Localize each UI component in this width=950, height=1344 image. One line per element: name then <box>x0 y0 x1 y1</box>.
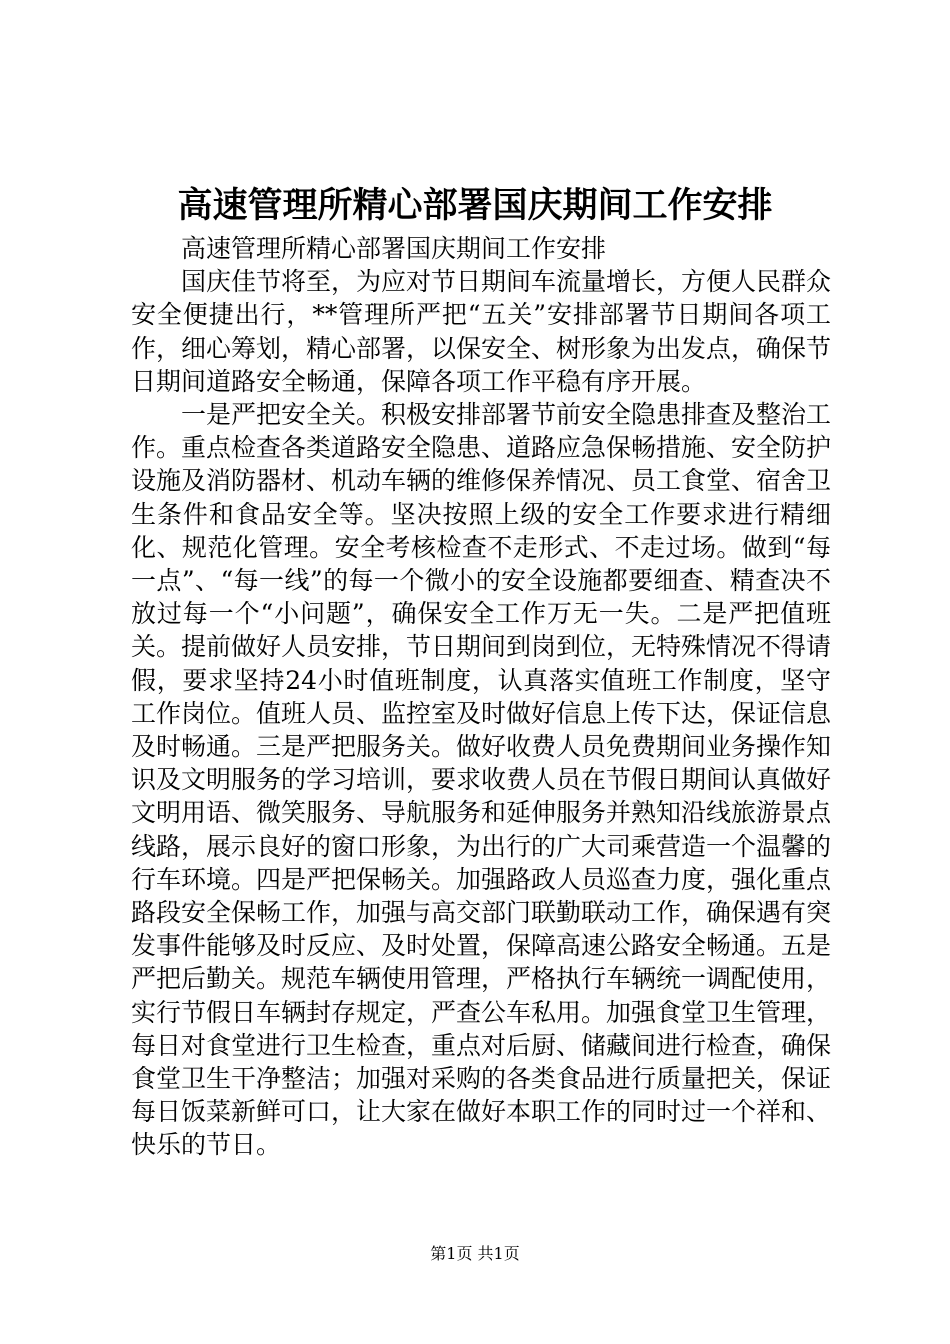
main-paragraph: 一是严把安全关。积极安排部署节前安全隐患排查及整治工作。重点检查各类道路安全隐患、道路应急保畅措施、安全防护设施及消防器材、机动车辆的维修保养情况、员工食堂、宿舍卫生条件和食品安全等。坚决按照上级的安全工作要求进行精细化、规范化管理。安全考核检查不走形式、不走过场。做到“每一点”、“每一线”的每一个微小的安全设施都要细查、精查决不放过每一个“小问题”，确保安全工作万无一失。二是严把值班关。提前做好人员安排，节日期间到岗到位，无特殊情况不得请假，要求坚持24小时值班制度，认真落实值班工作制度，坚守工作岗位。值班人员、监控室及时做好信息上传下达，保证信息及时畅通。三是严把服务关。做好收费人员免费期间业务操作知识及文明服务的学习培训，要求收费人员在节假日期间认真做好文明用语、微笑服务、导航服务和延伸服务并熟知沿线旅游景点线路，展示良好的窗口形象，为出行的广大司乘营造一个温馨的行车环境。四是严把保畅关。加强路政人员巡查力度，强化重点路段安全保畅工作，加强与高交部门联勤联动工作，确保遇有突发事件能够及时反应、及时处置，保障高速公路安全畅通。五是严把后勤关。规范车辆使用管理，严格执行车辆统一调配使用，实行节假日车辆封存规定，严查公车私用。加强食堂卫生管理，每日对食堂进行卫生检查，重点对后厨、储藏间进行检查，确保食堂卫生干净整洁；加强对采购的各类食品进行质量把关，保证每日饭菜新鲜可口，让大家在做好本职工作的同时过一个祥和、快乐的节日。 <box>131 400 832 1160</box>
intro-paragraph: 国庆佳节将至，为应对节日期间车流量增长，方便人民群众安全便捷出行，**管理所严把“五关”安排部署节日期间各项工作，细心筹划，精心部署，以保安全、树形象为出发点，确保节日期间道路安全畅通，保障各项工作平稳有序开展。 <box>131 267 832 396</box>
subtitle-paragraph: 高速管理所精心部署国庆期间工作安排 <box>181 234 607 263</box>
document-title: 高速管理所精心部署国庆期间工作安排 <box>177 185 773 226</box>
document-body <box>131 232 831 1162</box>
page-footer: 第1页 共1页 <box>430 1244 520 1263</box>
